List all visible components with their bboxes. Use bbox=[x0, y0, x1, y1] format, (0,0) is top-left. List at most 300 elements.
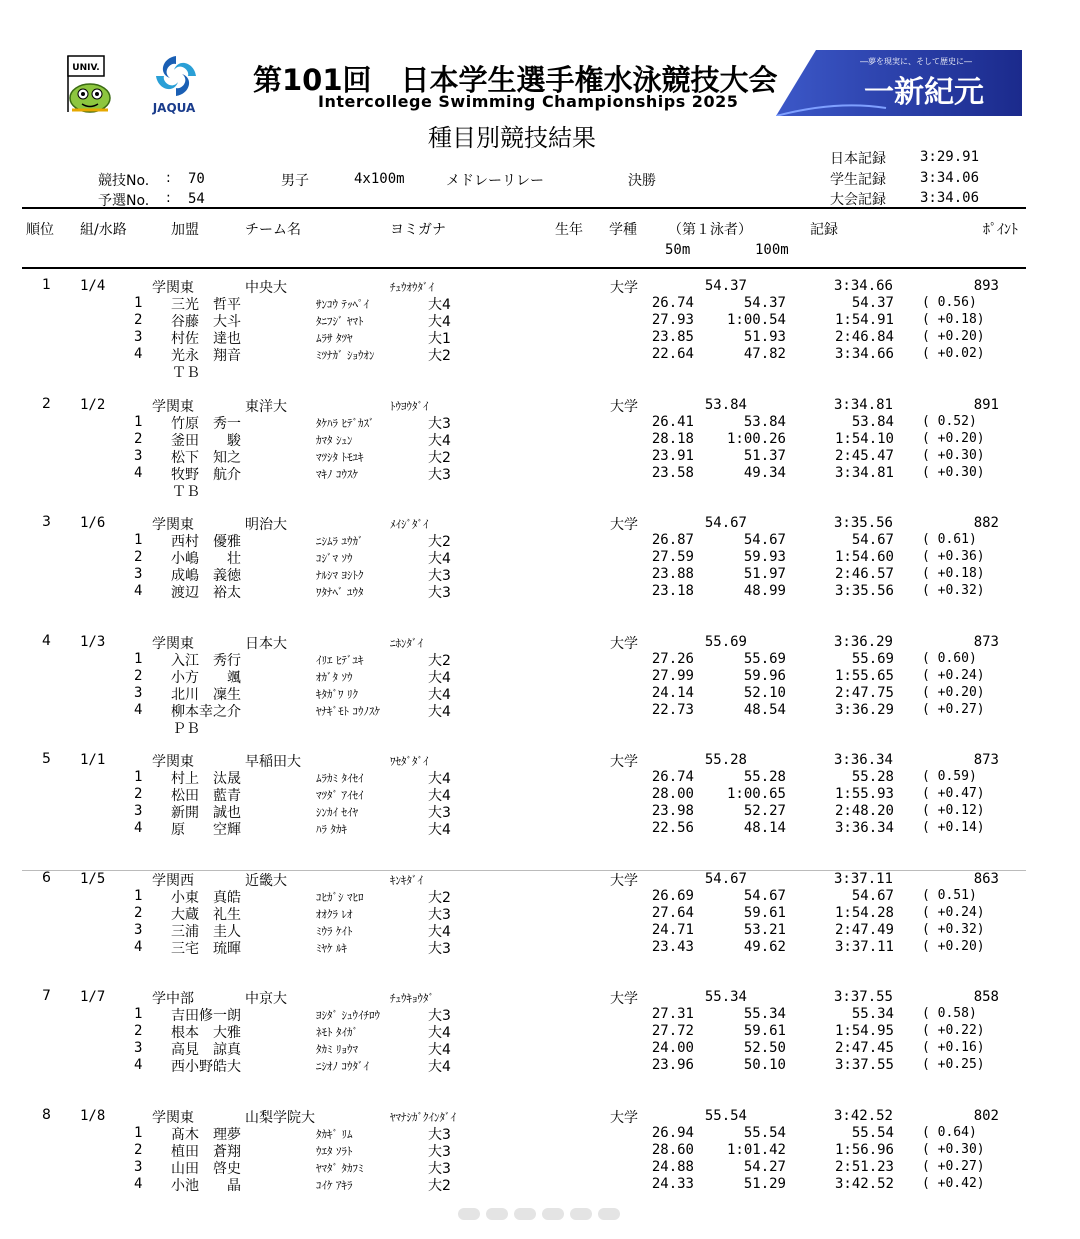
swimmer-split-50: 27.93 bbox=[651, 312, 694, 328]
swimmer-split-100: 55.54 bbox=[743, 1125, 786, 1141]
page-dot[interactable] bbox=[486, 1208, 508, 1220]
swimmer-reaction: ( +0.20) bbox=[922, 431, 985, 446]
swimmer-reaction: ( +0.30) bbox=[922, 465, 985, 480]
swimmer-name: 西小野皓大 bbox=[171, 1059, 241, 1075]
swimmer-grade: 大4 bbox=[428, 670, 451, 686]
swimmer-name: 北川 凜生 bbox=[171, 687, 241, 703]
swimmer-grade: 大2 bbox=[428, 653, 451, 669]
swimmer-grade: 大4 bbox=[428, 1025, 451, 1041]
result-time: 3:36.34 bbox=[833, 752, 893, 768]
event-gender: 男子 bbox=[281, 173, 309, 189]
swimmer-name: 三浦 圭人 bbox=[171, 924, 241, 940]
result-school-type: 大学 bbox=[610, 873, 638, 889]
swimmer-name: 高見 諒真 bbox=[171, 1042, 241, 1058]
swimmer-reaction: ( 0.60) bbox=[922, 651, 977, 666]
swimmer-split-50: 24.71 bbox=[651, 922, 694, 938]
swimmer-order: 1 bbox=[134, 414, 143, 430]
swimmer-reaction: ( 0.51) bbox=[922, 888, 977, 903]
jaqua-logo bbox=[140, 52, 212, 116]
result-heat-lane: 1/2 bbox=[80, 397, 106, 413]
swimmer-cumulative: 2:47.45 bbox=[834, 1040, 894, 1056]
swimmer-grade: 大4 bbox=[428, 924, 451, 940]
swimmer-split-50: 22.64 bbox=[651, 346, 694, 362]
swimmer-order: 2 bbox=[134, 431, 143, 447]
swimmer-order: 3 bbox=[134, 329, 143, 345]
swimmer-split-100: 54.37 bbox=[743, 295, 786, 311]
swimmer-kana: ﾐﾂﾅｶﾞ ｼｮｳｵﾝ bbox=[316, 349, 375, 362]
swimmer-kana: ﾆｼﾑﾗ ﾕｳｶﾞ bbox=[316, 535, 364, 548]
swimmer-order: 4 bbox=[134, 1176, 143, 1192]
result-rank: 8 bbox=[42, 1107, 51, 1123]
swimmer-split-100: 52.10 bbox=[743, 685, 786, 701]
result-affiliation: 学関東 bbox=[152, 399, 194, 415]
record-label-student: 学生記録 bbox=[830, 172, 886, 188]
event-banner bbox=[776, 50, 1022, 116]
result-rank: 1 bbox=[42, 277, 51, 293]
swimmer-cumulative: 3:36.34 bbox=[834, 820, 894, 836]
col-split-100: 100m bbox=[755, 242, 789, 258]
result-points: 858 bbox=[973, 989, 999, 1005]
swimmer-order: 1 bbox=[134, 1125, 143, 1141]
result-points: 873 bbox=[973, 634, 999, 650]
swimmer-cumulative: 55.34 bbox=[851, 1006, 894, 1022]
swimmer-cumulative: 53.84 bbox=[851, 414, 894, 430]
swimmer-cumulative: 2:47.49 bbox=[834, 922, 894, 938]
heat-no: 54 bbox=[188, 191, 205, 207]
swimmer-cumulative: 3:35.56 bbox=[834, 583, 894, 599]
record-value-student: 3:34.06 bbox=[920, 170, 980, 186]
swimmer-kana: ﾀｹﾊﾗ ﾋﾃﾞｶｽﾞ bbox=[316, 417, 375, 430]
header-rule-top bbox=[22, 207, 1026, 209]
result-school-type: 大学 bbox=[610, 399, 638, 415]
swimmer-cumulative: 54.67 bbox=[851, 888, 894, 904]
swimmer-order: 4 bbox=[134, 1057, 143, 1073]
col-kana: ヨミガナ bbox=[390, 222, 446, 238]
swimmer-split-50: 27.72 bbox=[651, 1023, 694, 1039]
swimmer-order: 2 bbox=[134, 1023, 143, 1039]
swimmer-split-100: 59.61 bbox=[743, 905, 786, 921]
swimmer-name: 竹原 秀一 bbox=[171, 416, 241, 432]
result-affiliation: 学関東 bbox=[152, 636, 194, 652]
result-first-split: 54.67 bbox=[704, 871, 747, 887]
swimmer-split-100: 59.93 bbox=[743, 549, 786, 565]
swimmer-order: 1 bbox=[134, 888, 143, 904]
result-team-kana: ﾁｭｳｷｮｳﾀﾞ bbox=[390, 992, 434, 1005]
swimmer-reaction: ( 0.59) bbox=[922, 769, 977, 784]
result-team-name: 山梨学院大 bbox=[245, 1110, 315, 1126]
swimmer-kana: ﾈﾓﾄ ﾀｲｶﾞ bbox=[316, 1026, 358, 1039]
swimmer-cumulative: 55.28 bbox=[851, 769, 894, 785]
result-time: 3:35.56 bbox=[833, 515, 893, 531]
result-school-type: 大学 bbox=[610, 1110, 638, 1126]
swimmer-split-100: 55.34 bbox=[743, 1006, 786, 1022]
heat-no-sep: : bbox=[166, 190, 171, 206]
result-points: 882 bbox=[973, 515, 999, 531]
page-dot[interactable] bbox=[570, 1208, 592, 1220]
document-subtitle: 種目別競技結果 bbox=[428, 124, 596, 152]
swimmer-kana: ｻﾝｺｳ ﾃｯﾍﾟｲ bbox=[316, 298, 369, 311]
swimmer-kana: ﾊﾗ ﾀｶｷ bbox=[316, 823, 347, 836]
swimmer-reaction: ( +0.20) bbox=[922, 939, 985, 954]
swimmer-name: 大蔵 礼生 bbox=[171, 907, 241, 923]
swimmer-name: 谷藤 大斗 bbox=[171, 314, 241, 330]
swimmer-reaction: ( +0.47) bbox=[922, 786, 985, 801]
record-label-meet: 大会記録 bbox=[830, 192, 886, 208]
swimmer-kana: ﾔﾅｷﾞﾓﾄ ｺｳﾉｽｹ bbox=[316, 705, 380, 718]
swimmer-name: 西村 優雅 bbox=[171, 534, 241, 550]
swimmer-grade: 大3 bbox=[428, 467, 451, 483]
swimmer-split-100: 54.67 bbox=[743, 532, 786, 548]
swimmer-kana: ｺﾋｶﾞｼ ﾏﾋﾛ bbox=[316, 891, 364, 904]
swimmer-order: 2 bbox=[134, 668, 143, 684]
swimmer-kana: ﾀｶﾐ ﾘｮｳﾏ bbox=[316, 1043, 358, 1056]
swimmer-reaction: ( +0.18) bbox=[922, 566, 985, 581]
swimmer-grade: 大2 bbox=[428, 890, 451, 906]
swimmer-name: 髙木 理夢 bbox=[171, 1127, 241, 1143]
swimmer-name: 成嶋 義徳 bbox=[171, 568, 241, 584]
swimmer-cumulative: 1:54.28 bbox=[834, 905, 894, 921]
result-points: 891 bbox=[973, 397, 999, 413]
col-birth-year: 生年 bbox=[555, 222, 583, 238]
swimmer-order: 1 bbox=[134, 295, 143, 311]
swimmer-reaction: ( 0.58) bbox=[922, 1006, 977, 1021]
swimmer-split-50: 24.14 bbox=[651, 685, 694, 701]
swimmer-order: 3 bbox=[134, 1159, 143, 1175]
swimmer-name: 小東 真皓 bbox=[171, 890, 241, 906]
swimmer-name: 光永 翔音 bbox=[171, 348, 241, 364]
swimmer-cumulative: 54.67 bbox=[851, 532, 894, 548]
result-points: 863 bbox=[973, 871, 999, 887]
swimmer-reaction: ( +0.32) bbox=[922, 583, 985, 598]
swimmer-reaction: ( 0.56) bbox=[922, 295, 977, 310]
swimmer-cumulative: 1:55.93 bbox=[834, 786, 894, 802]
swimmer-order: 4 bbox=[134, 346, 143, 362]
swimmer-kana: ﾅﾙｼﾏ ﾖｼﾄｸ bbox=[316, 569, 364, 582]
swimmer-grade: 大3 bbox=[428, 941, 451, 957]
swimmer-name: 小方 颯 bbox=[171, 670, 241, 686]
swimmer-kana: ｶﾏﾀ ｼｭﾝ bbox=[316, 434, 353, 447]
swimmer-grade: 大1 bbox=[428, 331, 451, 347]
swimmer-order: 3 bbox=[134, 922, 143, 938]
result-first-split: 55.34 bbox=[704, 989, 747, 1005]
col-points: ﾎﾟｲﾝﾄ bbox=[983, 222, 1018, 238]
swimmer-order: 4 bbox=[134, 702, 143, 718]
swimmer-cumulative: 1:54.95 bbox=[834, 1023, 894, 1039]
record-value-japan: 3:29.91 bbox=[920, 149, 980, 165]
swimmer-split-50: 27.31 bbox=[651, 1006, 694, 1022]
swimmer-split-100: 48.54 bbox=[743, 702, 786, 718]
svg-text:JAQUA: JAQUA bbox=[152, 101, 196, 115]
swimmer-order: 4 bbox=[134, 820, 143, 836]
swimmer-kana: ﾑﾗｶﾐ ﾀｲｾｲ bbox=[316, 772, 364, 785]
swimmer-reaction: ( +0.16) bbox=[922, 1040, 985, 1055]
swimmer-order: 2 bbox=[134, 312, 143, 328]
result-team-kana: ﾔﾏﾅｼｶﾞｸｲﾝﾀﾞｲ bbox=[390, 1111, 456, 1124]
result-team-kana: ﾆﾎﾝﾀﾞｲ bbox=[390, 637, 423, 650]
swimmer-split-100: 47.82 bbox=[743, 346, 786, 362]
swimmer-grade: 大4 bbox=[428, 788, 451, 804]
result-team-kana: ﾁｭｳｵｳﾀﾞｲ bbox=[390, 281, 434, 294]
swimmer-split-100: 55.28 bbox=[743, 769, 786, 785]
swimmer-cumulative: 2:47.75 bbox=[834, 685, 894, 701]
swimmer-kana: ﾔﾏﾀﾞ ﾀｶﾌﾐ bbox=[316, 1162, 364, 1175]
swimmer-split-50: 22.73 bbox=[651, 702, 694, 718]
swimmer-order: 3 bbox=[134, 1040, 143, 1056]
swimmer-grade: 大4 bbox=[428, 771, 451, 787]
result-heat-lane: 1/4 bbox=[80, 278, 106, 294]
page-dot[interactable] bbox=[598, 1208, 620, 1220]
event-distance: 4x100m bbox=[354, 171, 405, 187]
swimmer-split-50: 26.74 bbox=[651, 769, 694, 785]
swimmer-name: 渡辺 裕太 bbox=[171, 585, 241, 601]
swimmer-cumulative: 3:34.81 bbox=[834, 465, 894, 481]
swimmer-split-50: 24.88 bbox=[651, 1159, 694, 1175]
result-time: 3:37.55 bbox=[833, 989, 893, 1005]
championship-title: 第101回 日本学生選手権水泳競技大会 bbox=[253, 63, 778, 97]
swimmer-split-50: 26.69 bbox=[651, 888, 694, 904]
swimmer-grade: 大3 bbox=[428, 585, 451, 601]
swimmer-name: 釜田 駿 bbox=[171, 433, 241, 449]
swimmer-split-50: 27.64 bbox=[651, 905, 694, 921]
swimmer-split-50: 23.85 bbox=[651, 329, 694, 345]
swimmer-order: 2 bbox=[134, 549, 143, 565]
result-team-name: 早稲田大 bbox=[245, 754, 301, 770]
swimmer-order: 3 bbox=[134, 685, 143, 701]
result-rank: 7 bbox=[42, 988, 51, 1004]
swimmer-kana: ﾜﾀﾅﾍﾞ ﾕｳﾀ bbox=[316, 586, 364, 599]
result-affiliation: 学関東 bbox=[152, 1110, 194, 1126]
swimmer-cumulative: 3:36.29 bbox=[834, 702, 894, 718]
championship-title-en: Intercollege Swimming Championships 2025 bbox=[318, 92, 739, 111]
result-affiliation: 学中部 bbox=[152, 991, 194, 1007]
swimmer-name: 新開 誠也 bbox=[171, 805, 241, 821]
result-affiliation: 学関東 bbox=[152, 280, 194, 296]
page-dot[interactable] bbox=[458, 1208, 480, 1220]
swimmer-split-100: 54.27 bbox=[743, 1159, 786, 1175]
swimmer-cumulative: 1:56.96 bbox=[834, 1142, 894, 1158]
swimmer-cumulative: 3:37.11 bbox=[834, 939, 894, 955]
col-team: チーム名 bbox=[245, 222, 301, 238]
svg-text:一新紀元: 一新紀元 bbox=[864, 75, 984, 110]
swimmer-name: 小嶋 壮 bbox=[171, 551, 241, 567]
swimmer-order: 2 bbox=[134, 905, 143, 921]
swimmer-split-50: 26.94 bbox=[651, 1125, 694, 1141]
swimmer-split-100: 1:00.65 bbox=[726, 786, 786, 802]
swimmer-split-50: 27.26 bbox=[651, 651, 694, 667]
swimmer-split-100: 48.14 bbox=[743, 820, 786, 836]
result-first-split: 55.28 bbox=[704, 752, 747, 768]
swimmer-split-100: 51.29 bbox=[743, 1176, 786, 1192]
swimmer-grade: 大4 bbox=[428, 297, 451, 313]
swimmer-name: 山田 啓史 bbox=[171, 1161, 241, 1177]
swimmer-cumulative: 2:46.57 bbox=[834, 566, 894, 582]
swimmer-split-50: 22.56 bbox=[651, 820, 694, 836]
swimmer-reaction: ( +0.32) bbox=[922, 922, 985, 937]
swimmer-split-100: 51.97 bbox=[743, 566, 786, 582]
swimmer-cumulative: 55.69 bbox=[851, 651, 894, 667]
swimmer-grade: 大3 bbox=[428, 1144, 451, 1160]
result-time: 3:34.66 bbox=[833, 278, 893, 294]
col-split-50: 50m bbox=[665, 242, 691, 258]
result-heat-lane: 1/8 bbox=[80, 1108, 106, 1124]
swimmer-order: 4 bbox=[134, 465, 143, 481]
swimmer-reaction: ( +0.36) bbox=[922, 549, 985, 564]
swimmer-reaction: ( 0.64) bbox=[922, 1125, 977, 1140]
swimmer-grade: 大3 bbox=[428, 907, 451, 923]
swimmer-grade: 大3 bbox=[428, 1127, 451, 1143]
swimmer-split-50: 23.96 bbox=[651, 1057, 694, 1073]
swimmer-order: 3 bbox=[134, 803, 143, 819]
swimmer-reaction: ( +0.25) bbox=[922, 1057, 985, 1072]
swimmer-cumulative: 3:37.55 bbox=[834, 1057, 894, 1073]
swimmer-split-100: 59.61 bbox=[743, 1023, 786, 1039]
swimmer-order: 4 bbox=[134, 939, 143, 955]
swimmer-reaction: ( +0.27) bbox=[922, 702, 985, 717]
swimmer-grade: 大2 bbox=[428, 1178, 451, 1194]
swimmer-order: 1 bbox=[134, 1006, 143, 1022]
result-rank: 5 bbox=[42, 751, 51, 767]
swimmer-reaction: ( 0.61) bbox=[922, 532, 977, 547]
swimmer-cumulative: 3:34.66 bbox=[834, 346, 894, 362]
swimmer-grade: 大3 bbox=[428, 568, 451, 584]
swimmer-grade: 大4 bbox=[428, 314, 451, 330]
col-rank: 順位 bbox=[26, 222, 54, 238]
result-points: 873 bbox=[973, 752, 999, 768]
swimmer-order: 2 bbox=[134, 786, 143, 802]
swimmer-grade: 大2 bbox=[428, 450, 451, 466]
result-team-name: 東洋大 bbox=[245, 399, 287, 415]
swimmer-reaction: ( +0.22) bbox=[922, 1023, 985, 1038]
page-indicator[interactable] bbox=[458, 1208, 620, 1220]
swimmer-name: 原 空輝 bbox=[171, 822, 241, 838]
result-time: 3:36.29 bbox=[833, 634, 893, 650]
swimmer-split-50: 26.41 bbox=[651, 414, 694, 430]
result-team-name: 中央大 bbox=[245, 280, 287, 296]
swimmer-reaction: ( +0.24) bbox=[922, 668, 985, 683]
page-dot[interactable] bbox=[542, 1208, 564, 1220]
swimmer-name: 小池 晶 bbox=[171, 1178, 241, 1194]
col-record: 記録 bbox=[810, 222, 838, 238]
swimmer-split-50: 23.98 bbox=[651, 803, 694, 819]
swimmer-grade: 大2 bbox=[428, 348, 451, 364]
swimmer-kana: ｼﾝｶｲ ｾｲﾔ bbox=[316, 806, 358, 819]
result-first-split: 54.67 bbox=[704, 515, 747, 531]
result-rank: 4 bbox=[42, 633, 51, 649]
swimmer-order: 3 bbox=[134, 448, 143, 464]
swimmer-split-100: 51.93 bbox=[743, 329, 786, 345]
swimmer-reaction: ( +0.02) bbox=[922, 346, 985, 361]
result-affiliation: 学関東 bbox=[152, 517, 194, 533]
heat-no-label: 予選No. bbox=[98, 193, 150, 209]
swimmer-kana: ﾖｼﾀﾞ ｼｭｳｲﾁﾛｳ bbox=[316, 1009, 380, 1022]
swimmer-kana: ﾆｼｵﾉ ｺｳﾀﾞｲ bbox=[316, 1060, 369, 1073]
swimmer-split-100: 1:00.54 bbox=[726, 312, 786, 328]
result-points: 893 bbox=[973, 278, 999, 294]
swimmer-split-100: 48.99 bbox=[743, 583, 786, 599]
swimmer-order: 2 bbox=[134, 1142, 143, 1158]
swimmer-kana: ｺｲｹ ｱｷﾗ bbox=[316, 1179, 353, 1192]
result-team-name: 日本大 bbox=[245, 636, 287, 652]
swimmer-kana: ﾀｶｷﾞ ﾘﾑ bbox=[316, 1128, 353, 1141]
result-rank: 6 bbox=[42, 870, 51, 886]
swimmer-reaction: ( +0.14) bbox=[922, 820, 985, 835]
swimmer-reaction: ( +0.42) bbox=[922, 1176, 985, 1191]
result-school-type: 大学 bbox=[610, 991, 638, 1007]
event-round: 決勝 bbox=[628, 173, 656, 189]
result-first-split: 53.84 bbox=[704, 397, 747, 413]
swimmer-grade: 大3 bbox=[428, 805, 451, 821]
col-first-swimmer: （第１泳者） bbox=[668, 222, 752, 238]
svg-text:UNIV.: UNIV. bbox=[72, 63, 100, 73]
result-heat-lane: 1/6 bbox=[80, 515, 106, 531]
swimmer-kana: ﾏﾂﾀﾞ ｱｲｾｲ bbox=[316, 789, 364, 802]
swimmer-kana: ﾏｷﾉ ｺｳｽｹ bbox=[316, 468, 358, 481]
swimmer-order: 1 bbox=[134, 769, 143, 785]
swimmer-name: 松田 藍青 bbox=[171, 788, 241, 804]
swimmer-split-50: 23.43 bbox=[651, 939, 694, 955]
result-affiliation: 学関東 bbox=[152, 754, 194, 770]
event-stroke: メドレーリレー bbox=[446, 173, 544, 189]
swimmer-cumulative: 2:48.20 bbox=[834, 803, 894, 819]
swimmer-kana: ﾐﾔｹ ﾙｷ bbox=[316, 942, 347, 955]
result-school-type: 大学 bbox=[610, 280, 638, 296]
swimmer-split-100: 52.27 bbox=[743, 803, 786, 819]
swimmer-order: 1 bbox=[134, 651, 143, 667]
swimmer-split-50: 28.00 bbox=[651, 786, 694, 802]
swimmer-name: 入江 秀行 bbox=[171, 653, 241, 669]
swimmer-split-100: 51.37 bbox=[743, 448, 786, 464]
swimmer-split-100: 49.34 bbox=[743, 465, 786, 481]
swimmer-split-100: 52.50 bbox=[743, 1040, 786, 1056]
swimmer-cumulative: 1:54.60 bbox=[834, 549, 894, 565]
swimmer-split-50: 23.88 bbox=[651, 566, 694, 582]
swimmer-split-50: 24.00 bbox=[651, 1040, 694, 1056]
swimmer-cumulative: 2:51.23 bbox=[834, 1159, 894, 1175]
swimmer-split-100: 59.96 bbox=[743, 668, 786, 684]
swimmer-cumulative: 1:54.91 bbox=[834, 312, 894, 328]
swimmer-grade: 大3 bbox=[428, 1161, 451, 1177]
result-first-split: 55.69 bbox=[704, 634, 747, 650]
swimmer-cumulative: 1:54.10 bbox=[834, 431, 894, 447]
swimmer-reaction: ( +0.20) bbox=[922, 329, 985, 344]
swimmer-grade: 大3 bbox=[428, 416, 451, 432]
record-label-japan: 日本記録 bbox=[830, 151, 886, 167]
swimmer-grade: 大4 bbox=[428, 433, 451, 449]
swimmer-split-50: 23.91 bbox=[651, 448, 694, 464]
swimmer-reaction: ( +0.20) bbox=[922, 685, 985, 700]
swimmer-split-100: 53.84 bbox=[743, 414, 786, 430]
swimmer-reaction: ( 0.52) bbox=[922, 414, 977, 429]
swimmer-grade: 大3 bbox=[428, 1008, 451, 1024]
result-team-name: 近畿大 bbox=[245, 873, 287, 889]
result-points: 802 bbox=[973, 1108, 999, 1124]
swimmer-kana: ｲﾘｴ ﾋﾃﾞﾕｷ bbox=[316, 654, 364, 667]
page-dot[interactable] bbox=[514, 1208, 536, 1220]
swimmer-grade: 大4 bbox=[428, 1042, 451, 1058]
swimmer-cumulative: 2:46.84 bbox=[834, 329, 894, 345]
swimmer-name: 三光 哲平 bbox=[171, 297, 241, 313]
swimmer-kana: ﾀﾆﾌｼﾞ ﾔﾏﾄ bbox=[316, 315, 364, 328]
result-team-name: 明治大 bbox=[245, 517, 287, 533]
result-team-kana: ﾄｳﾖｳﾀﾞｲ bbox=[390, 400, 429, 413]
swimmer-split-100: 49.62 bbox=[743, 939, 786, 955]
result-time: 3:37.11 bbox=[833, 871, 893, 887]
event-no-label: 競技No. bbox=[98, 173, 150, 189]
result-note: ＴＢ bbox=[172, 365, 200, 381]
swimmer-grade: 大4 bbox=[428, 1059, 451, 1075]
result-team-name: 中京大 bbox=[245, 991, 287, 1007]
swimmer-name: 植田 蒼翔 bbox=[171, 1144, 241, 1160]
